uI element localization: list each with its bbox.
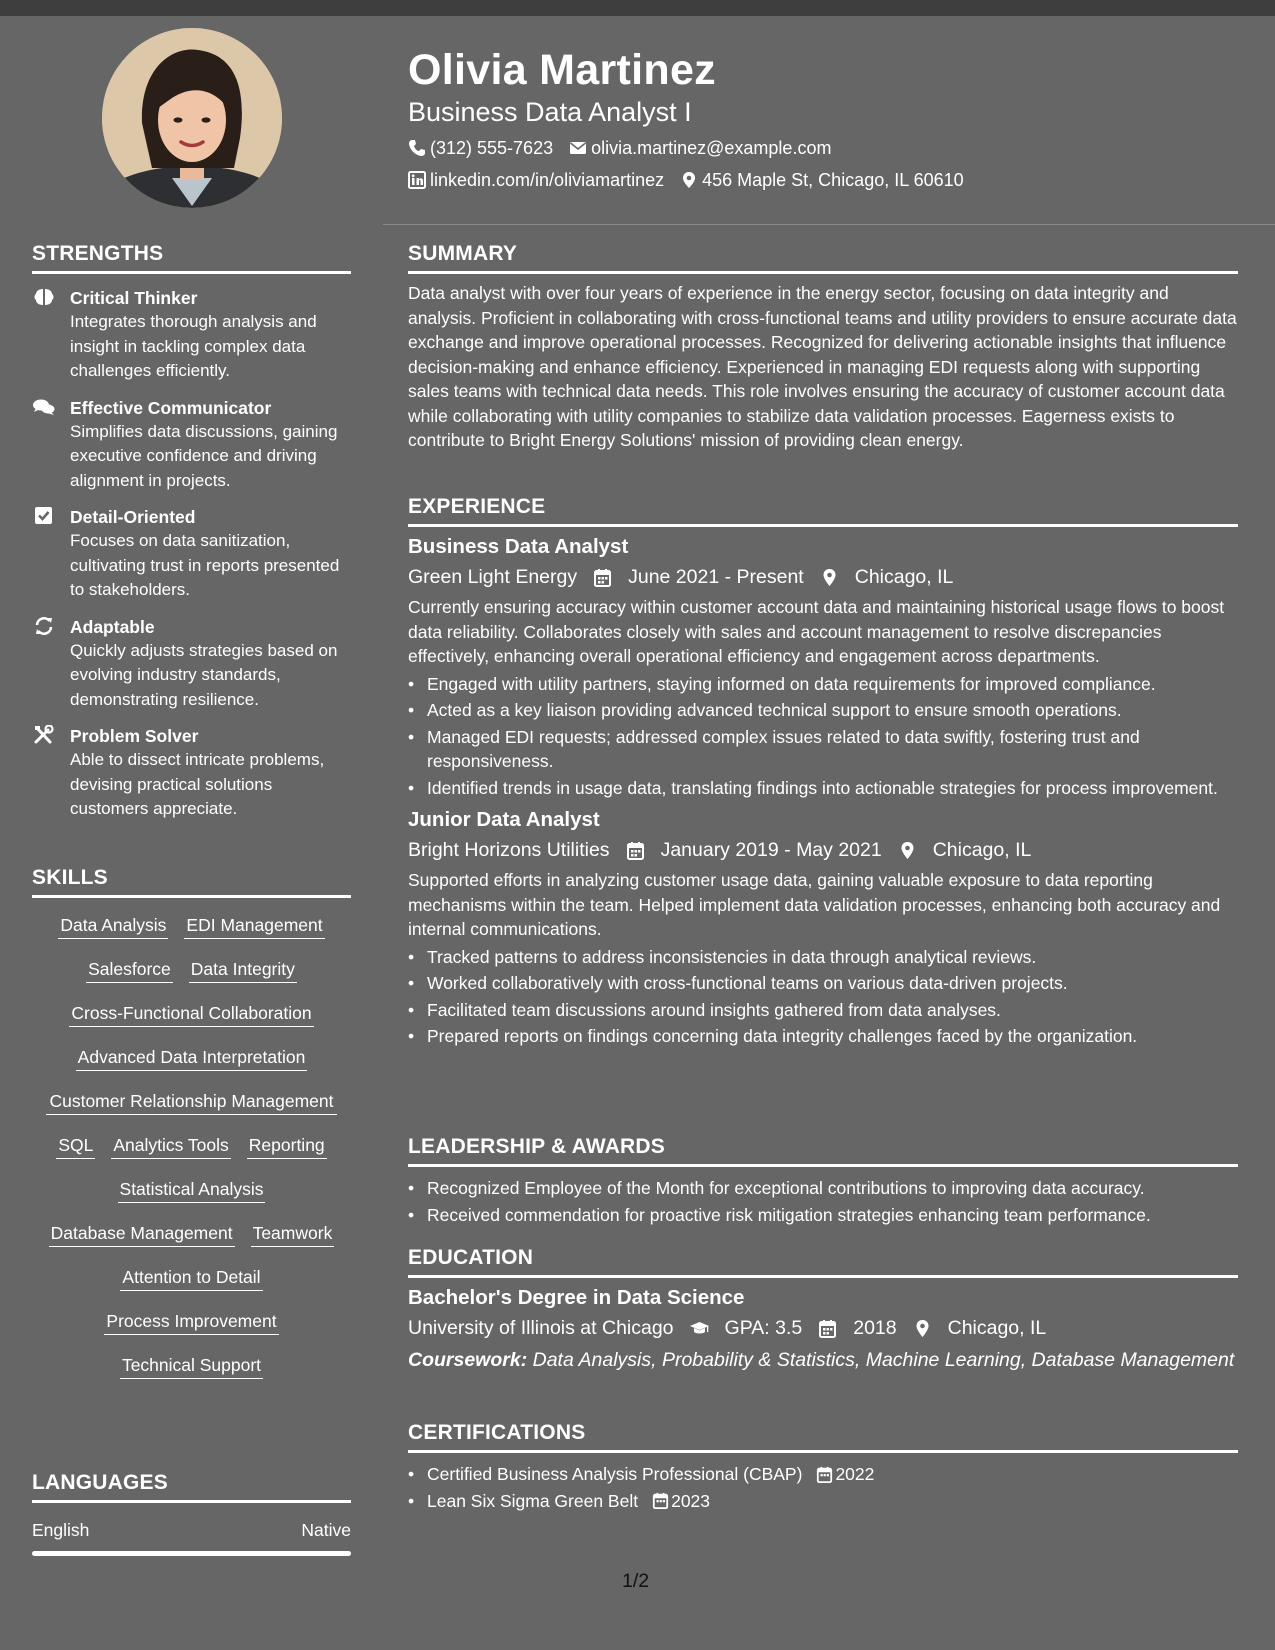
skills-section <box>32 866 351 1390</box>
strength-item <box>32 396 351 494</box>
contact-row <box>408 164 1238 196</box>
envelope-icon <box>569 139 587 157</box>
degree-title: Bachelor's Degree in Data Science <box>408 1286 745 1309</box>
job-bullets <box>408 672 1238 801</box>
resume-header <box>408 42 1238 196</box>
strengths-heading: STRENGTHS <box>32 242 351 274</box>
candidate-name: Olivia Martinez <box>408 46 716 94</box>
coursework <box>408 1348 1238 1373</box>
graduation-cap-icon <box>690 1319 709 1338</box>
strength-item <box>32 505 351 603</box>
strength-description: Able to dissect intricate problems, devising practical solutions customers appreciate. <box>70 750 325 818</box>
address-contact <box>680 164 964 196</box>
list-item: • Recognized Employee of the Month for exceptional contributions to improving data accuracy. <box>408 1176 1238 1201</box>
skill-list <box>32 898 351 1390</box>
portrait-image <box>102 28 282 208</box>
skill-tag: SQL <box>56 1133 95 1159</box>
list-item: • Received commendation for proactive risk mitigation strategies enhancing team performance. <box>408 1203 1238 1228</box>
language-level: Native <box>301 1520 351 1540</box>
email-contact[interactable] <box>569 132 831 164</box>
list-item: • Acted as a key liaison providing advanced technical support to ensure smooth operations. <box>408 698 1238 723</box>
languages-heading: LANGUAGES <box>32 1471 351 1503</box>
skill-tag: Teamwork <box>251 1221 335 1247</box>
map-pin-icon <box>898 841 917 860</box>
job-bullets <box>408 945 1238 1049</box>
list-item: • Engaged with utility partners, staying informed on data requirements for improved compliance. <box>408 672 1238 697</box>
graduation-year: 2018 <box>853 1317 897 1339</box>
address-text: 456 Maple St, Chicago, IL 60610 <box>702 170 964 190</box>
language-name: English <box>32 1520 90 1540</box>
checkbox-icon <box>33 506 55 528</box>
job-description: Supported efforts in analyzing customer usage data, gaining valuable exposure to data reporting mechanisms within the team. Helped implement data validation processes, enhancing both accuracy and internal communications. <box>408 870 1221 939</box>
brain-icon <box>33 287 55 309</box>
list-item: • Facilitated team discussions around insights gathered from data analyses. <box>408 998 1238 1023</box>
summary-heading: SUMMARY <box>408 242 1238 274</box>
calendar-icon <box>816 1466 833 1483</box>
linkedin-icon <box>408 171 426 189</box>
certification-name: • Certified Business Analysis Professional (CBAP) <box>427 1464 803 1484</box>
skill-tag: EDI Management <box>184 913 324 939</box>
certifications-heading: CERTIFICATIONS <box>408 1421 1238 1453</box>
page-number: 1/2 <box>622 1570 650 1592</box>
skill-tag: Data Analysis <box>58 913 168 939</box>
job-description: Currently ensuring accuracy within customer account data and maintaining historical usage flows to boost data reliability. Collaborates closely with sales and account management to resolve discrepancies effectively, enhancing overall operational efficiency and engagement across departments. <box>408 597 1225 666</box>
job-location: Chicago, IL <box>854 566 954 588</box>
coursework-label: Coursework: <box>408 1349 528 1371</box>
education-heading: EDUCATION <box>408 1246 1238 1278</box>
skills-heading: SKILLS <box>32 866 351 898</box>
phone-icon <box>408 139 426 157</box>
calendar-icon <box>652 1492 669 1509</box>
list-item: • Prepared reports on findings concerning data integrity challenges faced by the organization. <box>408 1024 1238 1049</box>
company-name: Green Light Energy <box>408 566 578 588</box>
skill-tag: Statistical Analysis <box>118 1177 266 1203</box>
summary-section <box>408 242 1238 453</box>
contact-row <box>408 132 1238 164</box>
education-meta <box>408 1312 1238 1344</box>
job-title: Business Data Analyst <box>408 535 629 558</box>
skill-tag: Database Management <box>49 1221 235 1247</box>
list-item: • Worked collaboratively with cross-functional teams on various data-driven projects. <box>408 971 1238 996</box>
strength-title: Critical Thinker <box>70 288 198 308</box>
skill-tag: Cross-Functional Collaboration <box>69 1001 313 1027</box>
sync-icon <box>33 616 55 638</box>
job-entry <box>408 806 1238 1049</box>
job-dates: January 2019 - May 2021 <box>660 839 882 861</box>
awards-heading: LEADERSHIP & AWARDS <box>408 1135 1238 1167</box>
strength-description: Quickly adjusts strategies based on evolving industry standards, demonstrating resilience. <box>70 640 338 709</box>
skill-tag: Salesforce <box>86 957 173 983</box>
job-title: Junior Data Analyst <box>408 808 600 831</box>
calendar-icon <box>626 841 645 860</box>
linkedin-contact[interactable] <box>408 164 664 196</box>
list-item <box>408 1462 1238 1487</box>
language-row <box>32 1520 351 1541</box>
avatar <box>102 28 282 208</box>
strength-title: Effective Communicator <box>70 397 272 418</box>
certification-row <box>427 1489 1238 1514</box>
map-pin-icon <box>680 171 698 189</box>
strength-title: Detail-Oriented <box>70 507 196 527</box>
certification-year: 2022 <box>835 1464 875 1484</box>
linkedin-text[interactable]: linkedin.com/in/oliviamartinez <box>430 170 665 190</box>
skill-tag: Analytics Tools <box>111 1133 230 1159</box>
list-item <box>408 1489 1238 1514</box>
strengths-section <box>32 242 351 822</box>
job-meta <box>408 561 1238 593</box>
experience-section <box>408 495 1238 1051</box>
strength-item <box>32 724 351 822</box>
education-location: Chicago, IL <box>947 1317 1047 1339</box>
email-text[interactable]: olivia.martinez@example.com <box>591 138 832 158</box>
languages-section <box>32 1471 351 1556</box>
job-dates: June 2021 - Present <box>628 566 804 588</box>
chat-icon <box>33 397 55 419</box>
skill-tag: Technical Support <box>120 1353 263 1379</box>
skill-tag: Advanced Data Interpretation <box>76 1045 308 1071</box>
top-bar <box>0 0 1275 16</box>
experience-heading: EXPERIENCE <box>408 495 1238 527</box>
strength-description: Focuses on data sanitization, cultivating trust in reports presented to stakeholders. <box>70 531 340 599</box>
strength-item <box>32 286 351 384</box>
job-entry <box>408 533 1238 800</box>
list-item: • Managed EDI requests; addressed complex issues related to data swiftly, fostering trust and responsiveness. <box>408 725 1238 774</box>
awards-section <box>408 1135 1238 1229</box>
education-section <box>408 1246 1238 1373</box>
summary-text: Data analyst with over four years of experience in the energy sector, focusing on data integrity and analysis. Proficient in collaborating with cross-functional teams and utility providers to ensure accurate data exchange and improve operational processes. Recognized for delivering actionable insights that influence decision-making and enhance efficiency. Experienced in managing EDI requests along with supporting sales teams with technical data needs. This role involves ensuring the accuracy of customer account data while collaborating with utility companies to stabilize data validation processes. Eagerness exists to contribute to Bright Energy Solutions' mission of providing clean energy. <box>408 283 1237 450</box>
calendar-icon <box>593 568 612 587</box>
job-location: Chicago, IL <box>932 839 1032 861</box>
calendar-icon <box>818 1319 837 1338</box>
awards-list <box>408 1176 1238 1227</box>
skill-tag: Customer Relationship Management <box>46 1089 337 1115</box>
skill-tag: Reporting <box>247 1133 327 1159</box>
skill-tag: Attention to Detail <box>120 1265 262 1291</box>
coursework-text: Data Analysis, Probability & Statistics, Machine Learning, Database Management <box>532 1349 1235 1371</box>
certification-name: • Lean Six Sigma Green Belt <box>427 1490 639 1511</box>
candidate-title: Business Data Analyst I <box>408 97 692 127</box>
phone-contact <box>408 132 553 164</box>
company-name: Bright Horizons Utilities <box>408 839 610 861</box>
phone-text: (312) 555-7623 <box>430 138 554 158</box>
map-pin-icon <box>820 568 839 587</box>
certification-year: 2023 <box>671 1490 711 1511</box>
certification-row <box>427 1462 1238 1487</box>
strength-title: Problem Solver <box>70 726 199 746</box>
certifications-section <box>408 1421 1238 1515</box>
certifications-list <box>408 1462 1238 1513</box>
skill-tag: Data Integrity <box>189 957 297 983</box>
gpa-text: GPA: 3.5 <box>724 1317 803 1339</box>
job-meta <box>408 834 1238 866</box>
list-item: • Identified trends in usage data, translating findings into actionable strategies for process improvement. <box>408 776 1238 801</box>
strength-description: Integrates thorough analysis and insight in tackling complex data challenges efficiently. <box>70 312 317 380</box>
strength-item <box>32 615 351 713</box>
header-divider <box>383 224 1275 225</box>
strength-title: Adaptable <box>70 616 155 637</box>
language-proficiency-bar <box>32 1551 351 1556</box>
map-pin-icon <box>913 1319 932 1338</box>
tools-icon <box>33 725 55 747</box>
school-name: University of Illinois at Chicago <box>408 1317 674 1339</box>
skill-tag: Process Improvement <box>104 1309 278 1335</box>
strength-description: Simplifies data discussions, gaining executive confidence and driving alignment in projects. <box>70 421 338 490</box>
list-item: • Tracked patterns to address inconsistencies in data through analytical reviews. <box>408 945 1238 970</box>
